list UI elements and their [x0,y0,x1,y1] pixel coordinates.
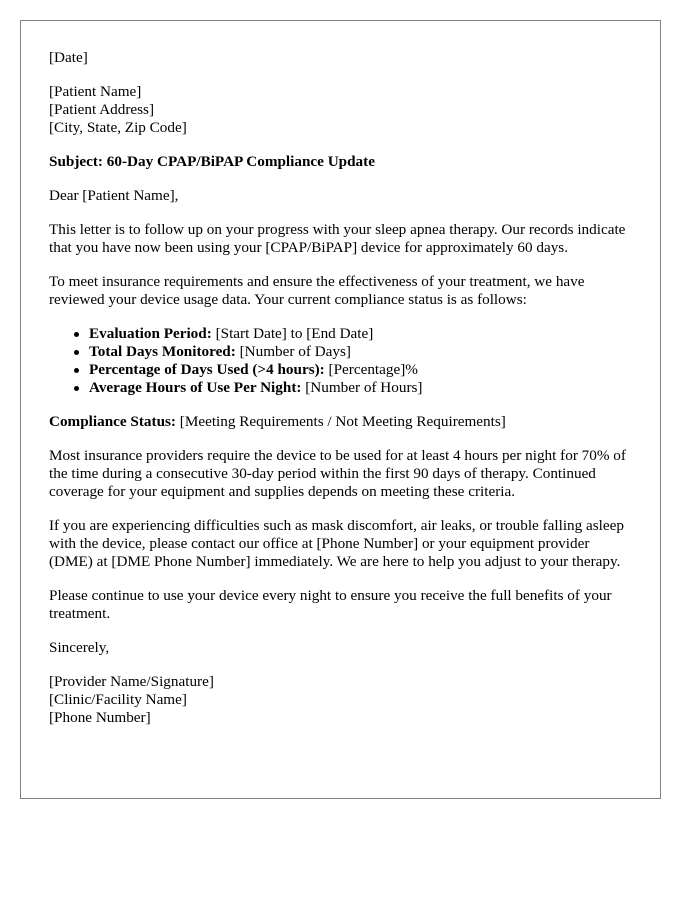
closing-paragraph: Please continue to use your device every night to ensure you receive the full benefits of your treatment. [49,587,612,622]
metric-average-hours [89,379,632,397]
intro-paragraph: This letter is to follow up on your progress with your sleep apnea therapy. Our records indicate that you have now been using your [CPAP/BiPAP] device for approximately 60 days. [49,221,626,256]
compliance-metrics-list [49,325,632,397]
metric-value: [Number of Days] [235,343,351,360]
compliance-status [49,413,632,431]
metric-label: Percentage of Days Used (>4 hours): [89,361,325,378]
signature-provider: [Provider Name/Signature] [49,673,214,690]
metric-percentage-days-used [89,361,632,379]
metric-total-days [89,343,632,361]
date-line: [Date] [49,49,88,66]
sign-off: Sincerely, [49,639,110,656]
metric-label: Total Days Monitored: [89,343,236,360]
metric-evaluation-period [89,325,632,343]
recipient-address [49,83,632,137]
signature-clinic: [Clinic/Facility Name] [49,691,187,708]
salutation: Dear [Patient Name], [49,187,179,204]
letter-date [49,49,632,67]
recipient-name: [Patient Name] [49,83,142,100]
recipient-city-state-zip: [City, State, Zip Code] [49,119,187,136]
metric-value: [Start Date] to [End Date] [211,325,374,342]
compliance-status-value: [Meeting Requirements / Not Meeting Requirements] [176,413,506,430]
metric-label: Evaluation Period: [89,325,212,342]
letter-page [20,20,661,799]
requirements-paragraph: Most insurance providers require the device to be used for at least 4 hours per night for 70% of the time during a consecutive 30-day period within the first 90 days of therapy. Continued coverage for your equipment and supplies depends on meeting these criteria. [49,447,626,500]
metric-value: [Number of Hours] [301,379,423,396]
signature-block [49,673,632,727]
metric-value: [Percentage]% [324,361,418,378]
compliance-status-label: Compliance Status: [49,413,176,430]
subject-line: Subject: 60-Day CPAP/BiPAP Compliance Update [49,153,375,170]
metric-label: Average Hours of Use Per Night: [89,379,302,396]
recipient-street: [Patient Address] [49,101,155,118]
signature-phone: [Phone Number] [49,709,151,726]
support-paragraph: If you are experiencing difficulties such as mask discomfort, air leaks, or trouble falling asleep with the device, please contact our office at [Phone Number] or your equipment provider (DME) at [DME Phone Number] immediately. We are here to help you adjust to your therapy. [49,517,624,570]
review-paragraph: To meet insurance requirements and ensure the effectiveness of your treatment, we have reviewed your device usage data. Your current compliance status is as follows: [49,273,585,308]
